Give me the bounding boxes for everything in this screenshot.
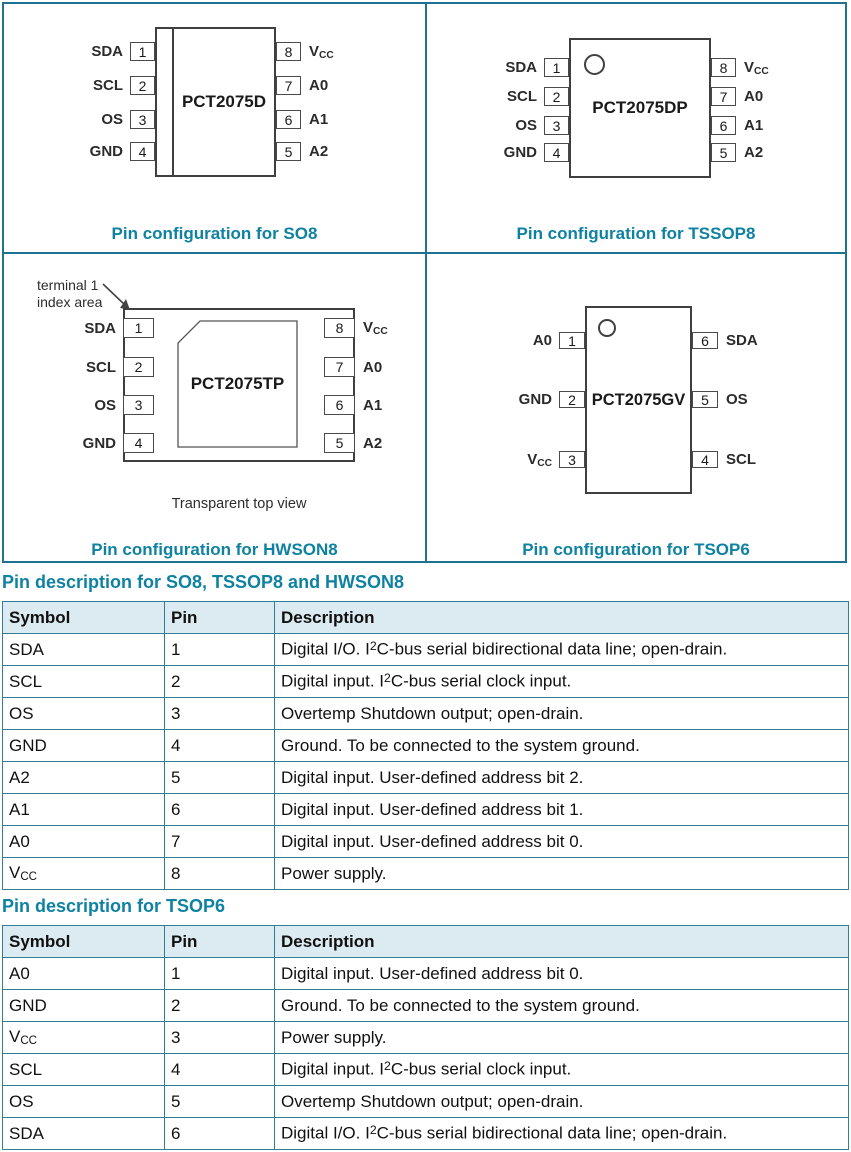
text-segment: Power supply.	[281, 1027, 387, 1047]
pin-5-row	[692, 391, 748, 408]
table-row	[3, 762, 849, 794]
description-cell	[275, 958, 849, 990]
pin-number-box: 3	[544, 116, 569, 135]
symbol-cell	[3, 858, 165, 890]
text-segment: GND	[9, 995, 47, 1015]
chip-body-hwson8	[123, 308, 355, 462]
pin-label	[726, 332, 758, 349]
text-segment: A1	[363, 396, 383, 414]
pin-label	[363, 319, 388, 337]
pin-number-box: 8	[711, 58, 736, 77]
pin-8-row	[711, 58, 769, 77]
symbol-cell	[3, 958, 165, 990]
pin-number-box: 7	[324, 357, 355, 377]
pin-configuration-figures	[2, 2, 847, 563]
symbol-cell	[3, 730, 165, 762]
text-segment: V	[363, 319, 374, 337]
text-segment: Digital input. I	[281, 671, 384, 691]
text-segment: GND	[518, 391, 552, 408]
pin-number-box: 2	[123, 357, 154, 377]
table-header-row	[3, 602, 849, 634]
symbol-cell	[3, 666, 165, 698]
pin-cell: 1	[165, 634, 275, 666]
pin-number-box: 2	[130, 76, 155, 95]
text-sub: CC	[754, 65, 769, 77]
description-cell	[275, 1118, 849, 1150]
text-sup: 2	[369, 1123, 377, 1138]
pin-label	[309, 77, 328, 94]
pin-number-box: 6	[324, 395, 355, 415]
pin-cell: 2	[165, 666, 275, 698]
figure-caption-hwson8: Pin configuration for HWSON8	[91, 540, 338, 559]
pin-label	[86, 359, 116, 376]
pin-number-box: 4	[123, 433, 154, 453]
pin1-marker-icon	[598, 319, 616, 337]
pin-description-table-so8-tssop8-hwson8	[2, 601, 849, 890]
text-segment: GND	[503, 144, 537, 161]
text-segment: Digital input. I	[281, 1059, 384, 1079]
pin-label	[505, 59, 537, 76]
pin-number-box: 1	[123, 318, 154, 338]
pin-number-box: 2	[559, 391, 585, 408]
pin-label	[744, 117, 763, 134]
pin-cell: 5	[165, 762, 275, 794]
pin-number-box: 1	[559, 332, 585, 349]
pin-7-row	[324, 357, 382, 377]
description-cell	[275, 634, 849, 666]
pin-number-box: 8	[324, 318, 355, 338]
pin-3-row	[4, 395, 154, 415]
terminal-note-line1: terminal 1	[37, 277, 99, 293]
pin-label	[744, 88, 763, 105]
pin-number-box: 3	[559, 451, 585, 468]
pin-number-box: 4	[544, 143, 569, 162]
pin-4-row	[427, 143, 569, 162]
text-segment: GND	[9, 735, 47, 755]
pin-label	[309, 43, 334, 61]
figure-so8	[4, 4, 427, 254]
pin-7-row	[276, 76, 328, 95]
description-cell	[275, 1086, 849, 1118]
symbol-cell	[3, 794, 165, 826]
pin-number-box: 4	[692, 451, 718, 468]
pin-label	[726, 451, 756, 468]
pin-cell: 1	[165, 958, 275, 990]
text-segment: C-bus serial bidirectional data line; open-drain.	[376, 639, 728, 659]
pin-1-row	[4, 318, 154, 338]
text-segment: OS	[9, 703, 34, 723]
pin-number-box: 2	[544, 87, 569, 106]
text-segment: A0	[309, 77, 329, 94]
text-segment: Overtemp Shutdown output; open-drain.	[281, 703, 584, 723]
pin-cell: 5	[165, 1086, 275, 1118]
column-header: Pin	[165, 602, 275, 634]
text-segment: SDA	[726, 332, 758, 349]
pin-8-row	[324, 318, 388, 338]
text-segment: A0	[532, 332, 552, 349]
text-segment: SDA	[91, 43, 123, 60]
pin-5-row	[276, 142, 328, 161]
text-segment: GND	[89, 143, 123, 160]
symbol-cell	[3, 1054, 165, 1086]
text-segment: Digital input. User-defined address bit 0.	[281, 831, 584, 851]
pin-3-row	[427, 116, 569, 135]
text-segment: OS	[94, 396, 116, 414]
table-row	[3, 1086, 849, 1118]
text-segment: A2	[9, 767, 30, 787]
description-cell	[275, 730, 849, 762]
pin-cell: 7	[165, 826, 275, 858]
pin-number-box: 6	[711, 116, 736, 135]
pin-cell: 6	[165, 794, 275, 826]
section-heading-so8-tssop8-hwson8: Pin description for SO8, TSSOP8 and HWSON8	[2, 572, 405, 592]
pin-cell: 6	[165, 1118, 275, 1150]
pin-5-row	[324, 433, 382, 453]
text-segment: C-bus serial clock input.	[390, 671, 572, 691]
chip-label-tssop8: PCT2075DP	[592, 98, 688, 117]
text-segment: Ground. To be connected to the system ground.	[281, 735, 640, 755]
table-header-row	[3, 926, 849, 958]
text-segment: SCL	[9, 1059, 43, 1079]
pin-number-box: 5	[692, 391, 718, 408]
pin-1-row	[4, 42, 155, 61]
symbol-cell	[3, 1118, 165, 1150]
text-segment: SCL	[86, 358, 116, 376]
description-cell	[275, 1054, 849, 1086]
pin-description-table-tsop6	[2, 925, 849, 1150]
text-sup: 2	[384, 671, 391, 686]
text-segment: SCL	[507, 88, 537, 105]
text-segment: V	[9, 1027, 21, 1047]
text-segment: SDA	[9, 1123, 44, 1143]
pin-1-row	[427, 58, 569, 77]
description-cell	[275, 1022, 849, 1054]
pin-number-box: 1	[544, 58, 569, 77]
text-segment: SDA	[84, 319, 116, 337]
text-segment: OS	[515, 117, 537, 134]
table-row	[3, 1054, 849, 1086]
pin-label	[527, 451, 552, 469]
chip-label-hwson8: PCT2075TP	[190, 374, 285, 393]
pin-label	[363, 435, 382, 452]
pin-number-box: 7	[711, 87, 736, 106]
pin-label	[83, 435, 116, 452]
text-segment: V	[309, 42, 320, 60]
text-segment: A0	[9, 963, 30, 983]
symbol-cell	[3, 1086, 165, 1118]
figure-caption-tssop8: Pin configuration for TSSOP8	[516, 224, 756, 243]
text-segment: SCL	[9, 671, 43, 691]
text-segment: V	[744, 58, 755, 76]
text-segment: Digital I/O. I	[281, 1123, 370, 1143]
figure-tsop6	[427, 254, 845, 561]
pin-8-row	[276, 42, 334, 61]
figure-tssop8	[427, 4, 845, 254]
pin-2-row	[427, 87, 569, 106]
text-sup: 2	[369, 639, 377, 654]
table-row	[3, 990, 849, 1022]
pin-number-box: 5	[711, 143, 736, 162]
text-segment: SDA	[505, 59, 537, 76]
table-row	[3, 794, 849, 826]
pin-label	[94, 397, 116, 414]
description-cell	[275, 794, 849, 826]
text-sup: 2	[384, 1059, 391, 1074]
pin-3-row	[427, 451, 585, 469]
pin-2-row	[4, 76, 155, 95]
pin-number-box: 1	[130, 42, 155, 61]
text-segment: Digital input. User-defined address bit 2.	[281, 767, 584, 787]
pin-label	[93, 77, 123, 94]
pin-label	[519, 391, 552, 408]
table-row	[3, 858, 849, 890]
text-segment: V	[9, 863, 21, 883]
pin-number-box: 7	[276, 76, 301, 95]
pin-4-row	[4, 142, 155, 161]
terminal-index-note	[37, 277, 102, 311]
text-segment: Overtemp Shutdown output; open-drain.	[281, 1091, 584, 1111]
text-segment: A1	[9, 799, 30, 819]
pin-cell: 4	[165, 730, 275, 762]
text-segment: A2	[744, 144, 764, 161]
description-cell	[275, 858, 849, 890]
text-segment: C-bus serial clock input.	[390, 1059, 572, 1079]
table-row	[3, 698, 849, 730]
text-segment: A2	[309, 143, 329, 160]
chip-label-wrap	[178, 321, 297, 447]
pin-label	[515, 117, 537, 134]
pin-4-row	[4, 433, 154, 453]
pin-6-row	[324, 395, 382, 415]
symbol-cell	[3, 698, 165, 730]
terminal-note-line2: index area	[37, 294, 103, 311]
chip-label-tsop6: PCT2075GV	[591, 390, 686, 409]
pin-number-box: 6	[692, 332, 718, 349]
text-sub: CC	[20, 871, 38, 884]
text-segment: Digital input. User-defined address bit 1.	[281, 799, 584, 819]
pin-cell: 3	[165, 1022, 275, 1054]
table-row	[3, 958, 849, 990]
pin-cell: 8	[165, 858, 275, 890]
chip-inner-line	[172, 29, 174, 175]
description-cell	[275, 826, 849, 858]
pin-label	[363, 359, 382, 376]
transparent-top-view-note: Transparent top view	[171, 496, 307, 512]
column-header: Symbol	[3, 926, 165, 958]
text-sub: CC	[319, 49, 334, 61]
text-segment: Power supply.	[281, 863, 387, 883]
description-cell	[275, 990, 849, 1022]
pin-cell: 2	[165, 990, 275, 1022]
text-sub: CC	[537, 457, 552, 469]
pin-cell: 4	[165, 1054, 275, 1086]
pin1-marker-icon	[584, 54, 605, 75]
text-segment: GND	[82, 434, 116, 452]
text-segment: SCL	[93, 77, 123, 94]
description-cell	[275, 666, 849, 698]
symbol-cell	[3, 1022, 165, 1054]
pin-label	[744, 59, 769, 77]
table-row	[3, 666, 849, 698]
section-heading-tsop6: Pin description for TSOP6	[2, 896, 226, 916]
chip-body-tssop8	[569, 38, 711, 178]
figure-caption-tsop6: Pin configuration for TSOP6	[522, 540, 750, 559]
pin-2-row	[427, 391, 585, 408]
pin-5-row	[711, 143, 763, 162]
figure-hwson8	[4, 254, 427, 561]
table-row	[3, 1022, 849, 1054]
pin-label	[726, 391, 748, 408]
pin-number-box: 5	[324, 433, 355, 453]
pin-label	[507, 88, 537, 105]
pin-number-box: 5	[276, 142, 301, 161]
table-row	[3, 730, 849, 762]
text-segment: OS	[726, 391, 748, 408]
pin-label	[309, 143, 328, 160]
table-row	[3, 826, 849, 858]
pin-label	[504, 144, 537, 161]
pin-6-row	[276, 110, 328, 129]
pin-label	[101, 111, 123, 128]
pin-number-box: 8	[276, 42, 301, 61]
pin-number-box: 6	[276, 110, 301, 129]
text-segment: V	[527, 451, 538, 468]
text-segment: Ground. To be connected to the system ground.	[281, 995, 640, 1015]
chip-body-tsop6	[585, 306, 692, 494]
pin-number-box: 3	[123, 395, 154, 415]
text-segment: OS	[9, 1091, 34, 1111]
pin-label	[84, 320, 116, 337]
text-sub: CC	[373, 325, 388, 337]
table-row	[3, 634, 849, 666]
pin-6-row	[692, 332, 758, 349]
symbol-cell	[3, 826, 165, 858]
pin-number-box: 3	[130, 110, 155, 129]
text-segment: A1	[744, 117, 764, 134]
pin-number-box: 4	[130, 142, 155, 161]
pin-7-row	[711, 87, 763, 106]
pin-label	[533, 332, 552, 349]
text-segment: C-bus serial bidirectional data line; open-drain.	[376, 1123, 728, 1143]
table-row	[3, 1118, 849, 1150]
column-header: Symbol	[3, 602, 165, 634]
pin-label	[91, 43, 123, 60]
description-cell	[275, 698, 849, 730]
text-sub: CC	[20, 1035, 38, 1048]
text-segment: OS	[101, 111, 123, 128]
text-segment: Digital I/O. I	[281, 639, 370, 659]
pin-label	[744, 144, 763, 161]
symbol-cell	[3, 990, 165, 1022]
figure-caption-so8: Pin configuration for SO8	[111, 224, 318, 243]
pin-label	[90, 143, 123, 160]
column-header: Pin	[165, 926, 275, 958]
chip-body-so8	[155, 27, 276, 177]
chip-label-so8: PCT2075D	[181, 92, 267, 111]
pin-1-row	[427, 332, 585, 349]
text-segment: A0	[9, 831, 30, 851]
symbol-cell	[3, 634, 165, 666]
column-header: Description	[275, 602, 849, 634]
pin-4-row	[692, 451, 756, 468]
pin-6-row	[711, 116, 763, 135]
text-segment: A1	[309, 111, 329, 128]
pin-label	[309, 111, 328, 128]
text-segment: Digital input. User-defined address bit 0.	[281, 963, 584, 983]
text-segment: A0	[363, 358, 383, 376]
text-segment: SCL	[726, 451, 756, 468]
column-header: Description	[275, 926, 849, 958]
pin-2-row	[4, 357, 154, 377]
text-segment: SDA	[9, 639, 44, 659]
description-cell	[275, 762, 849, 794]
pin-label	[363, 397, 382, 414]
symbol-cell	[3, 762, 165, 794]
text-segment: A2	[363, 434, 383, 452]
pin-cell: 3	[165, 698, 275, 730]
pin-3-row	[4, 110, 155, 129]
text-segment: A0	[744, 88, 764, 105]
